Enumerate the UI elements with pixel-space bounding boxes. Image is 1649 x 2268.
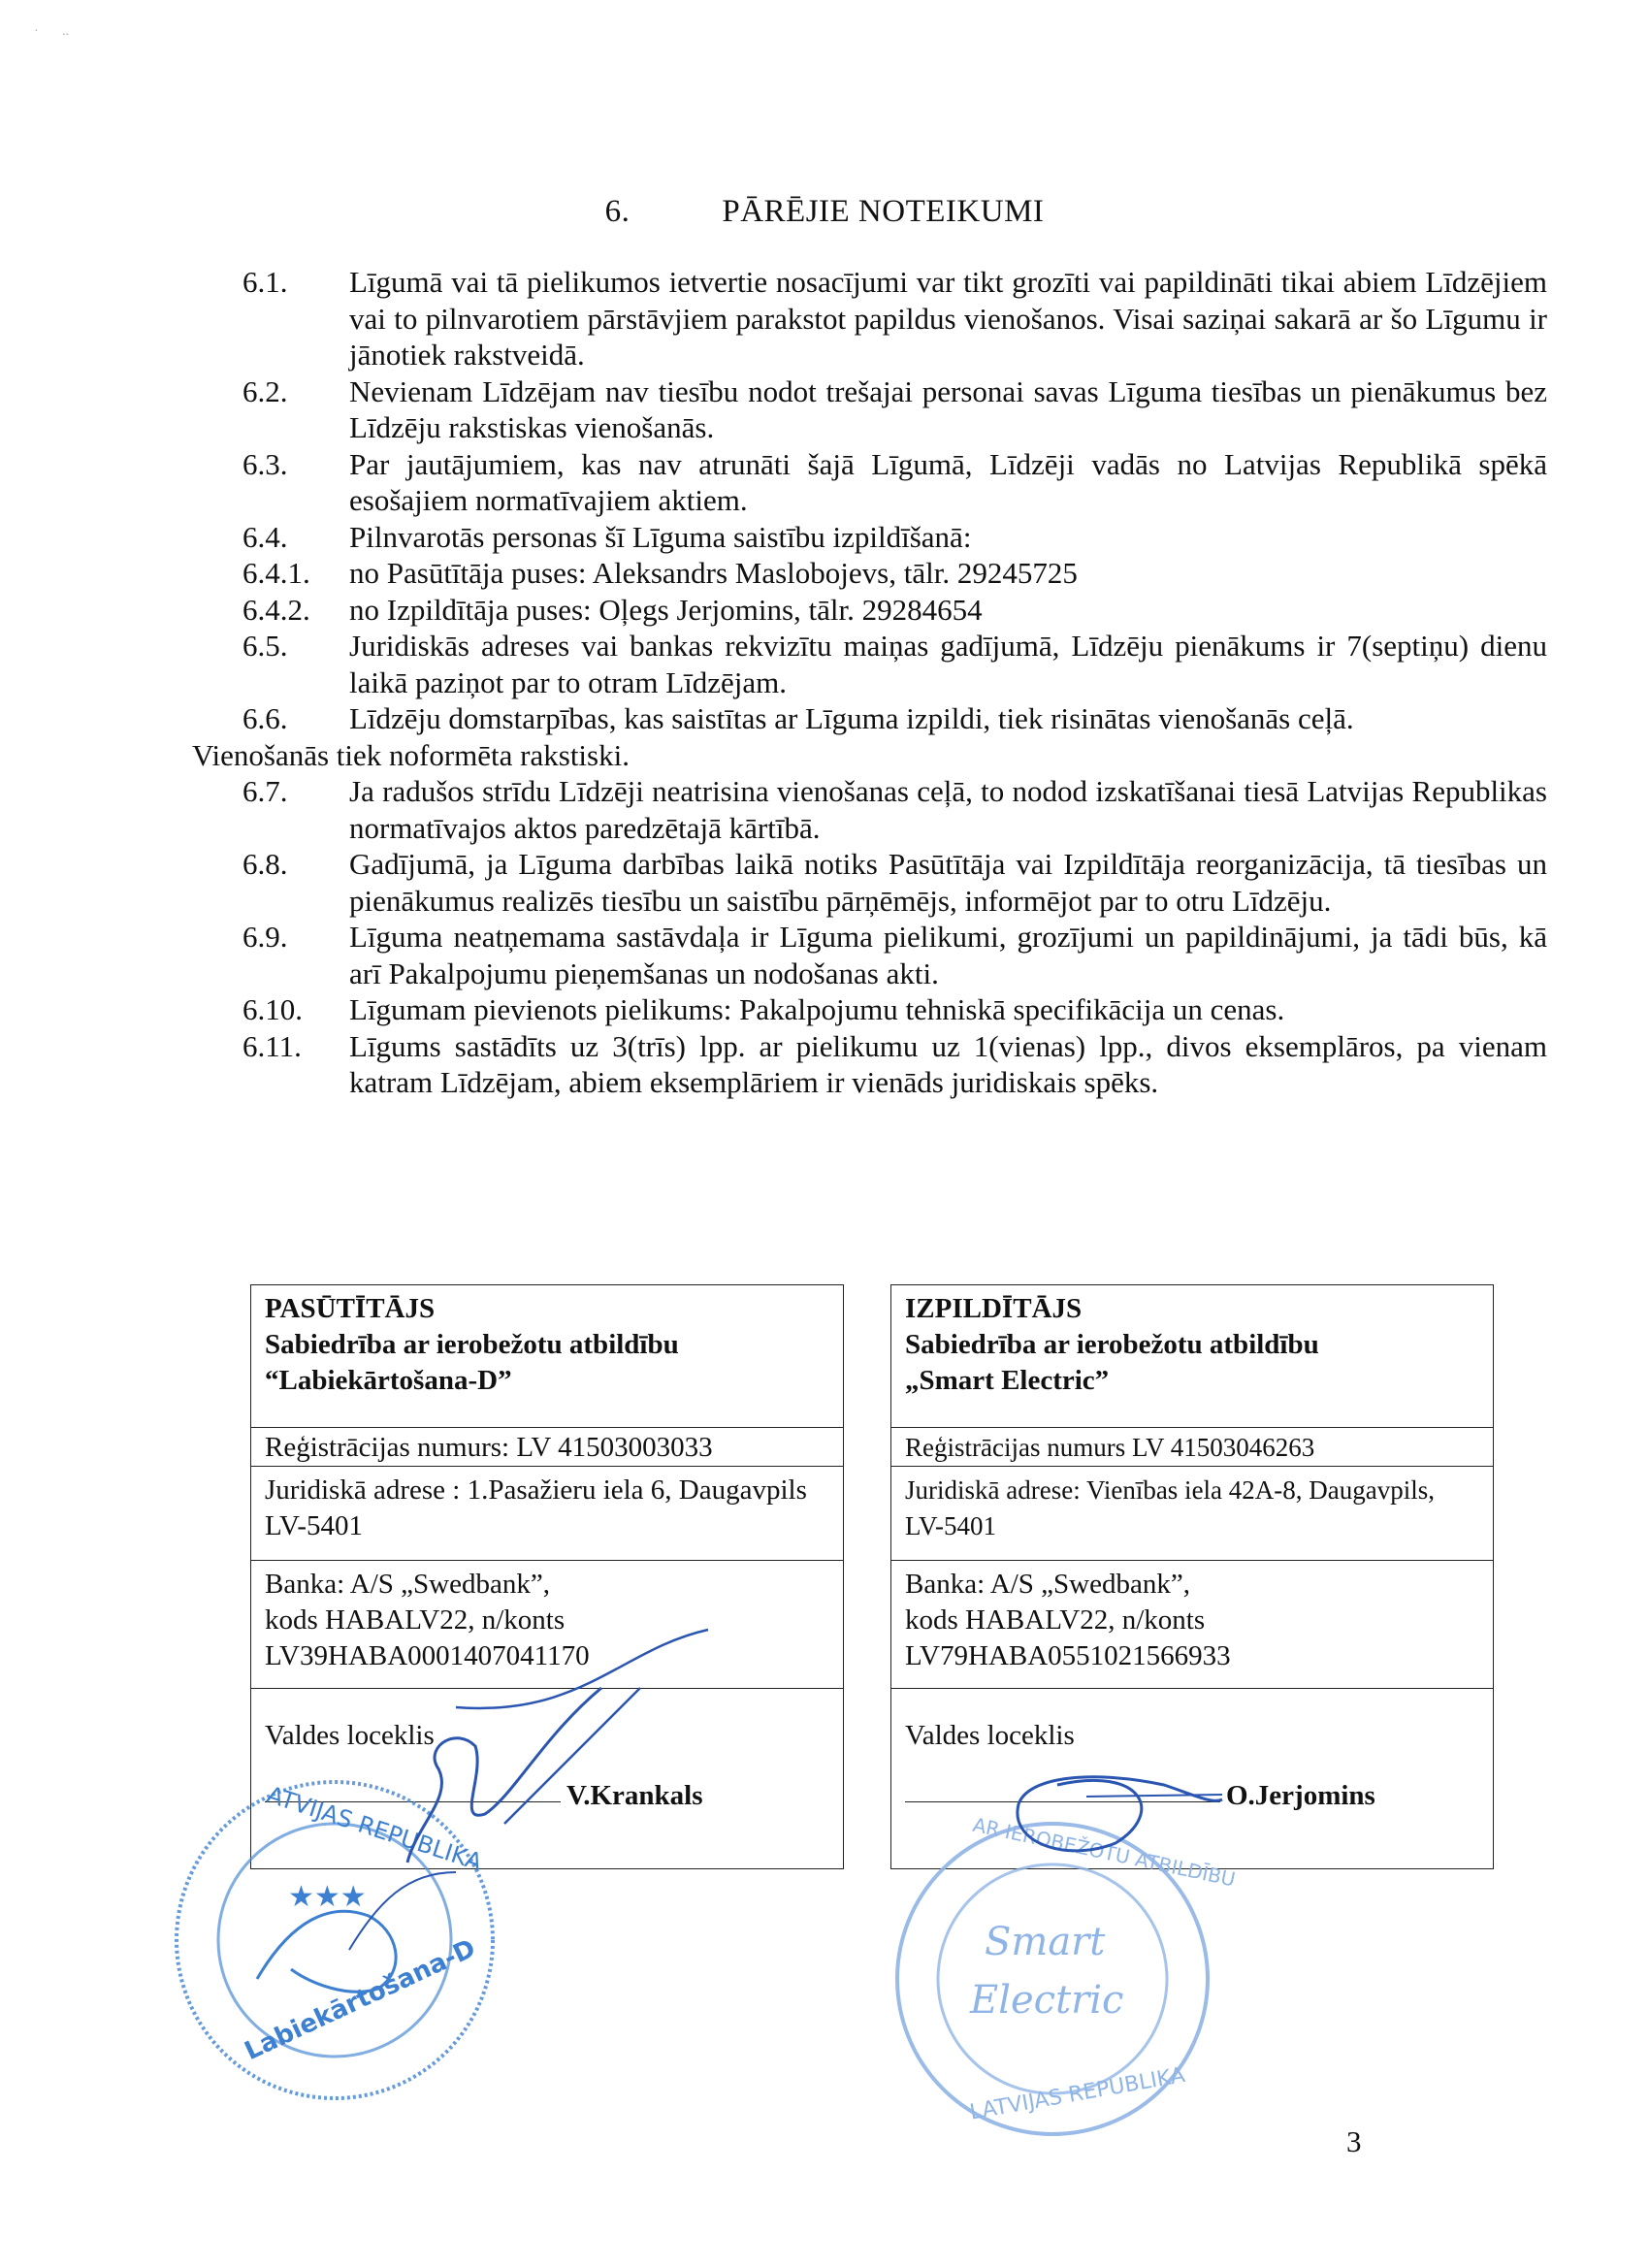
contractor-signature-area (891, 1689, 1493, 1868)
customer-bank (251, 1561, 843, 1689)
customer-signature-line (265, 1778, 702, 1814)
page-number: 3 (1346, 2124, 1362, 2158)
contractor-company-name: „Smart Electric” (905, 1365, 1110, 1396)
clause (242, 373, 1547, 446)
contractor-header (891, 1285, 1493, 1428)
clause-text: Ja radušos strīdu Līdzēji neatrisina vienošanas ceļā, to nodod izskatīšanai tiesā Latvijas Republikas normatīvajos aktos paredzētajā kārtībā. (349, 774, 1547, 845)
clause (242, 991, 1547, 1028)
clause-number: 6.9. (242, 920, 288, 954)
contractor-signature-line (905, 1778, 1375, 1814)
clause-text-continuation: Vienošanās tiek noformēta rakstiski. (192, 737, 630, 772)
contractor-company-type: Sabiedrība ar ierobežotu atbildību (905, 1329, 1319, 1360)
clause-text: Līgumā vai tā pielikumos ietvertie nosacījumi var tikt grozīti vai papildināti tikai abiem Līdzējiem vai to pilnvarotiem pārstāvjiem parakstot papildus vienošanos. Visai saziņai sakarā ar šo Līgumu ir jānotiek rakstveidā. (349, 265, 1547, 372)
svg-text:AR IEROBEŽOTU ATBILDĪBU: AR IEROBEŽOTU ATBILDĪBU (970, 1812, 1238, 1892)
clause-number: 6.3. (242, 446, 288, 481)
svg-text:Electric: Electric (970, 1978, 1124, 2023)
contractor-address-line2: LV-5401 (905, 1511, 997, 1540)
customer-company-name: “Labiekārtošana-D” (265, 1365, 512, 1396)
customer-company-type: Sabiedrība ar ierobežotu atbildību (265, 1329, 679, 1360)
contractor-bank (891, 1561, 1493, 1689)
clause-text: no Izpildītāja puses: Oļegs Jerjomins, tālr. 29284654 (349, 592, 983, 627)
customer-address-line2: LV-5401 (265, 1510, 363, 1541)
clause (242, 555, 1547, 592)
clause-text: Līgums sastādīts uz 3(trīs) lpp. ar pielikumu uz 1(vienas) lpp., divos eksemplāros, pa vienam katram Līdzējam, abiem eksemplāriem ir vienāds juridiskais spēks. (349, 1028, 1547, 1099)
customer-address (251, 1467, 843, 1561)
contractor-bank-line1: Banka: A/S „Swedbank”, (905, 1569, 1190, 1600)
customer-details-table (250, 1284, 844, 1869)
clause-continuation (192, 737, 1547, 774)
section-title: PĀRĒJIE NOTEIKUMI (722, 194, 1045, 229)
svg-text:Smart: Smart (985, 1920, 1106, 1964)
clauses-list (192, 264, 1547, 1101)
clause-number: 6.7. (242, 774, 288, 808)
clause-text: Par jautājumiem, kas nav atrunāti šajā Līgumā, Līdzēji vadās no Latvijas Republikā spēkā esošajiem normatīvajiem aktiem. (349, 446, 1547, 517)
clause-number: 6.11. (242, 1028, 302, 1063)
svg-text:LATVIJAS REPUBLIKA: LATVIJAS REPUBLIKA (967, 2063, 1187, 2125)
clause (242, 519, 1547, 556)
clause-number: 6.8. (242, 847, 288, 881)
clause (242, 919, 1547, 991)
contractor-bank-line2: kods HABALV22, n/konts (905, 1604, 1206, 1636)
clause-number: 6.1. (242, 265, 288, 299)
contractor-signer-title: Valdes loceklis (905, 1720, 1075, 1751)
contractor-signer-name: O.Jerjomins (1226, 1780, 1375, 1811)
section-number: 6. (604, 194, 630, 229)
clause-number: 6.4. (242, 519, 288, 554)
contractor-role: IZPILDĪTĀJS (905, 1293, 1083, 1324)
contractor-address-line1: Juridiskā adrese: Vienības iela 42A-8, Daugavpils, (905, 1475, 1435, 1505)
contractor-details-table (890, 1284, 1494, 1869)
clause-text: Līguma neatņemama sastāvdaļa ir Līguma pielikumi, grozījumi un papildinājumi, ja tādi būs, kā arī Pakalpojumu pieņemšanas un nodošanas akti. (349, 920, 1547, 990)
svg-text:ATVIJAS REPUBLIKA: ATVIJAS REPUBLIKA (263, 1780, 486, 1876)
clause (242, 264, 1547, 373)
svg-text:Labiekārtošana-D: Labiekārtošana-D (240, 1933, 480, 2067)
contractor-address (891, 1467, 1493, 1561)
clause-number: 6.5. (242, 629, 288, 663)
customer-address-line1: Juridiskā adrese : 1.Pasažieru iela 6, Daugavpils (265, 1474, 807, 1506)
customer-role: PASŪTĪTĀJS (265, 1293, 436, 1324)
clause (242, 1028, 1547, 1101)
customer-bank-line2: kods HABALV22, n/konts (265, 1604, 566, 1636)
clause-text: Pilnvarotās personas šī Līguma saistību izpildīšanā: (349, 519, 972, 554)
clause (242, 700, 1547, 737)
customer-signature-area (251, 1689, 843, 1868)
customer-signer-name: V.Krankals (566, 1780, 703, 1811)
clause-text: Līdzēju domstarpības, kas saistītas ar Līguma izpildi, tiek risinātas vienošanās ceļā. (349, 701, 1354, 735)
section-heading (0, 194, 1649, 230)
clause (242, 628, 1547, 700)
customer-signer-title: Valdes loceklis (265, 1720, 435, 1751)
scan-specks: · .. (34, 24, 70, 39)
clause (242, 446, 1547, 519)
clause (242, 846, 1547, 919)
contractor-registration: Reģistrācijas numurs LV 41503046263 (891, 1428, 1493, 1467)
customer-bank-line3: LV39HABA0001407041170 (265, 1640, 590, 1671)
clause-text: Līgumam pievienots pielikums: Pakalpojumu tehniskā specifikācija un cenas. (349, 992, 1285, 1026)
clause-number: 6.4.2. (242, 592, 310, 627)
clause (242, 592, 1547, 629)
clause-text: Gadījumā, ja Līguma darbības laikā notiks Pasūtītāja vai Izpildītāja reorganizācija, tā tiesības un pienākumus realizēs tiesību un saistību pārņēmējs, informējot par to otru Līdzēju. (349, 847, 1547, 918)
customer-registration: Reģistrācijas numurs: LV 41503003033 (251, 1428, 843, 1467)
clause-number: 6.6. (242, 701, 288, 735)
clause-number: 6.2. (242, 373, 288, 408)
clause-text: Nevienam Līdzējam nav tiesību nodot trešajai personai savas Līguma tiesības un pienākumus bez Līdzēju rakstiskas vienošanās. (349, 373, 1547, 444)
clause (242, 773, 1547, 846)
svg-text:★★★: ★★★ (288, 1880, 367, 1914)
clause-text: no Pasūtītāja puses: Aleksandrs Maslobojevs, tālr. 29245725 (349, 556, 1078, 590)
clause-text: Juridiskās adreses vai bankas rekvizītu maiņas gadījumā, Līdzēju pienākums ir 7(septiņu) dienu laikā paziņot par to otram Līdzējam. (349, 629, 1547, 699)
customer-bank-line1: Banka: A/S „Swedbank”, (265, 1569, 550, 1600)
customer-header (251, 1285, 843, 1428)
contractor-bank-line3: LV79HABA0551021566933 (905, 1640, 1231, 1671)
clause-number: 6.4.1. (242, 556, 310, 590)
clause-number: 6.10. (242, 992, 303, 1026)
